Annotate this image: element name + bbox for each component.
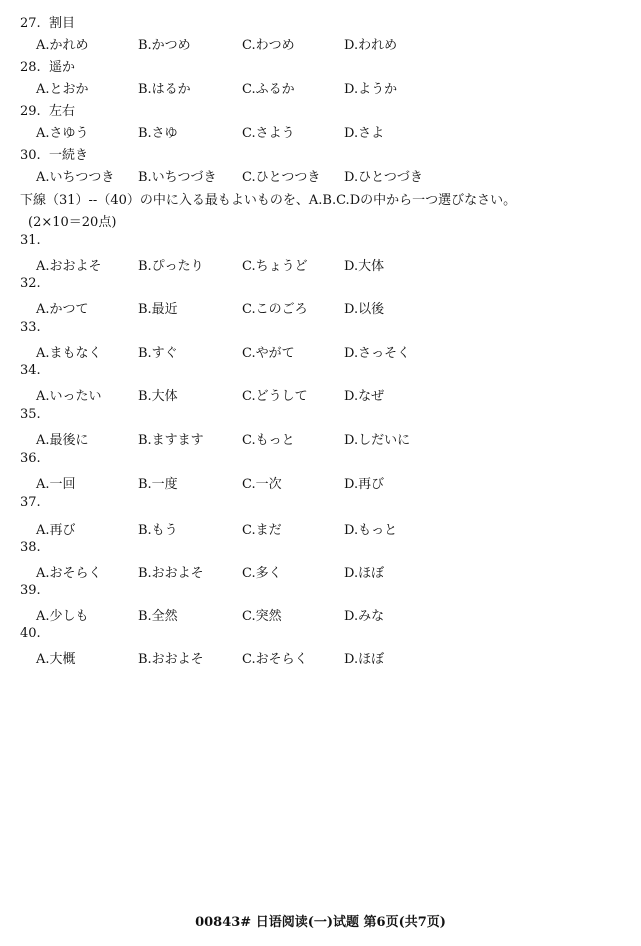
option-d: D.大体 [344, 259, 385, 274]
option-b: B.ぴったり [138, 259, 204, 274]
option-a: A.大概 [36, 652, 76, 667]
question-35-options [36, 429, 636, 447]
option-b: B.全然 [138, 609, 178, 624]
question-34-options [36, 385, 636, 403]
question-29-options [36, 122, 636, 140]
option-c: C.多く [242, 566, 282, 581]
question-number: 39. [20, 583, 41, 598]
section-score: (2×10＝20点) [28, 215, 117, 230]
option-a: A.とおか [36, 82, 89, 97]
question-number: 35. [20, 407, 41, 422]
option-d: D.みな [344, 609, 385, 624]
question-39-options [36, 605, 636, 623]
option-d: D.しだいに [344, 433, 411, 448]
option-a: A.最後に [36, 433, 89, 448]
option-b: B.ますます [138, 433, 204, 448]
option-d: D.再び [344, 477, 385, 492]
option-a: A.いったい [36, 389, 102, 404]
question-number: 31. [20, 233, 41, 248]
option-b: B.かつめ [138, 38, 191, 53]
question-29-head [20, 100, 75, 119]
option-c: C.突然 [242, 609, 282, 624]
option-c: C.わつめ [242, 38, 295, 53]
option-b: B.おおよそ [138, 652, 204, 667]
option-d: D.ほぼ [344, 566, 385, 581]
question-36-options [36, 473, 636, 491]
question-word: 左右 [48, 104, 75, 119]
option-d: D.さよ [344, 126, 385, 141]
option-d: D.以後 [344, 302, 385, 317]
question-number: 38. [20, 540, 41, 555]
question-32-options [36, 298, 636, 316]
option-c: C.まだ [242, 523, 282, 538]
question-number: 32. [20, 276, 41, 291]
question-40-options [36, 648, 636, 666]
question-number: 37. [20, 495, 41, 510]
option-a: A.おおよそ [36, 259, 102, 274]
question-28-head [20, 56, 75, 75]
question-number: 29. [20, 104, 41, 119]
question-number: 28. [20, 60, 41, 75]
option-c: C.ふるか [242, 82, 295, 97]
section-instruction: 下線（31）--（40）の中に入る最もよいものを、A.B.C.Dの中から一つ選びなさい。 [20, 193, 517, 208]
question-number: 30. [20, 148, 41, 163]
question-30-head [20, 144, 88, 163]
option-c: C.このごろ [242, 302, 308, 317]
option-c: C.もっと [242, 433, 295, 448]
question-number: 40. [20, 626, 41, 641]
option-d: D.ようか [344, 82, 398, 97]
option-b: B.一度 [138, 477, 178, 492]
option-d: D.なぜ [344, 389, 385, 404]
question-27-options [36, 34, 636, 52]
option-d: D.ほぼ [344, 652, 385, 667]
option-b: B.いちつづき [138, 170, 217, 185]
question-28-options [36, 78, 636, 96]
option-d: D.われめ [344, 38, 398, 53]
option-a: A.一回 [36, 477, 76, 492]
option-c: C.一次 [242, 477, 282, 492]
question-word: 割目 [48, 16, 75, 31]
option-a: A.いちつつき [36, 170, 115, 185]
option-c: C.どうして [242, 389, 308, 404]
option-a: A.かれめ [36, 38, 89, 53]
question-37-options [36, 519, 636, 537]
page-footer: 00843# 日语阅读(一)试题 第6页(共7页) [195, 915, 446, 930]
option-a: A.おそらく [36, 566, 102, 581]
option-a: A.まもなく [36, 346, 102, 361]
option-c: C.ちょうど [242, 259, 308, 274]
option-a: A.さゆう [36, 126, 89, 141]
option-b: B.さゆ [138, 126, 178, 141]
option-a: A.かつて [36, 302, 89, 317]
question-number: 33. [20, 320, 41, 335]
question-33-options [36, 342, 636, 360]
question-number: 27. [20, 16, 41, 31]
question-word: 遥か [48, 60, 75, 75]
option-c: C.さよう [242, 126, 295, 141]
option-d: D.ひとつづき [344, 170, 423, 185]
option-b: B.最近 [138, 302, 178, 317]
option-b: B.はるか [138, 82, 191, 97]
option-c: C.やがて [242, 346, 295, 361]
option-b: B.すぐ [138, 346, 178, 361]
question-27-head [20, 12, 75, 31]
option-b: B.おおよそ [138, 566, 204, 581]
option-c: C.おそらく [242, 652, 308, 667]
option-b: B.大体 [138, 389, 178, 404]
option-a: A.再び [36, 523, 76, 538]
question-word: 一続き [48, 148, 88, 163]
question-38-options [36, 562, 636, 580]
question-31-options [36, 255, 636, 273]
option-d: D.さっそく [344, 346, 411, 361]
question-30-options [36, 166, 636, 184]
option-c: C.ひとつつき [242, 170, 321, 185]
option-d: D.もっと [344, 523, 398, 538]
option-b: B.もう [138, 523, 178, 538]
question-number: 36. [20, 451, 41, 466]
question-number: 34. [20, 363, 41, 378]
option-a: A.少しも [36, 609, 89, 624]
